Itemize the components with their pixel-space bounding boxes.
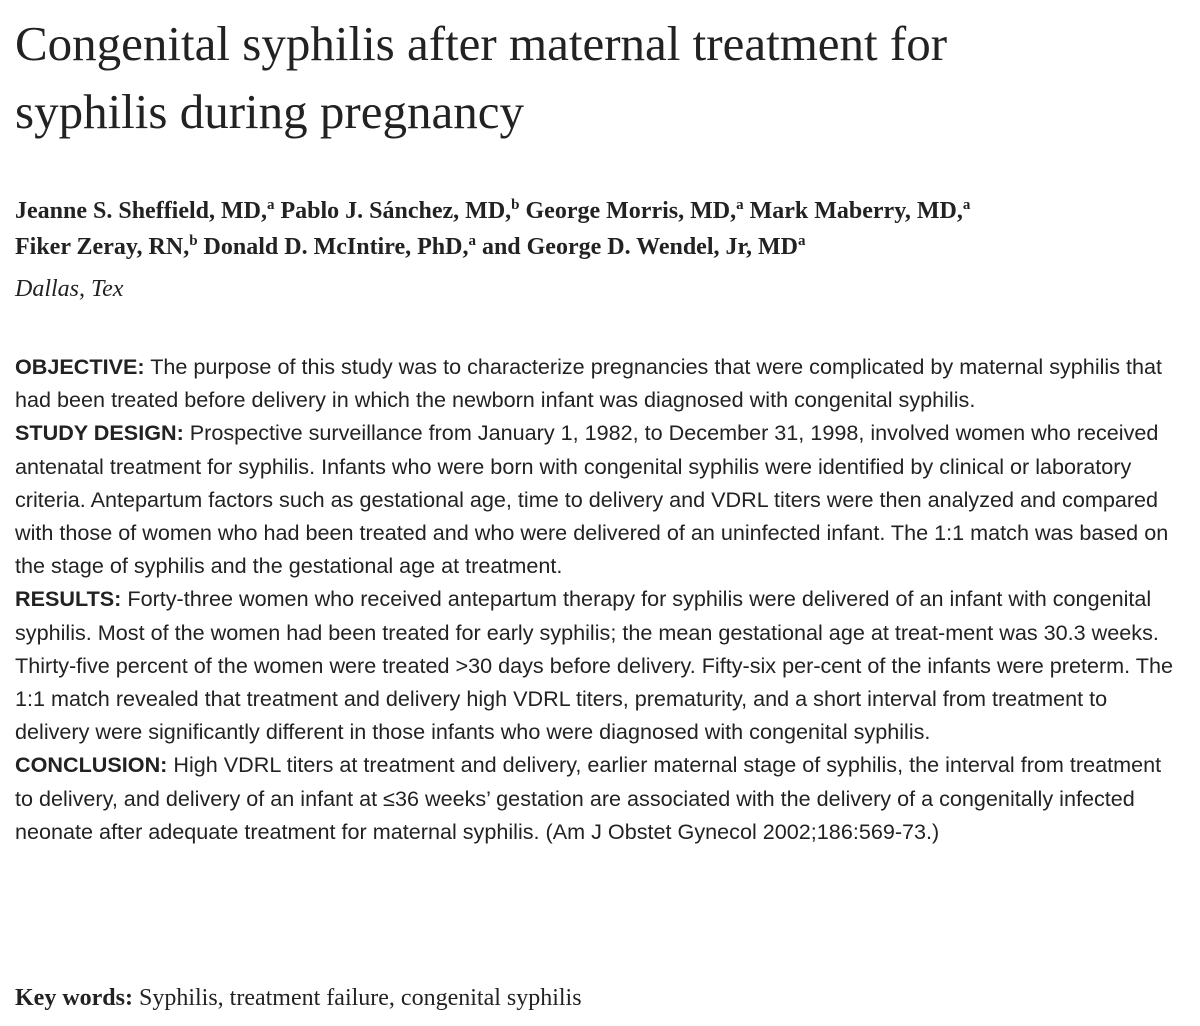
author-list	[15, 193, 1185, 265]
section-text: High VDRL titers at treatment and delivery, earlier maternal stage of syphilis, the interval from treatment to delivery, and delivery of an infant at ≤36 weeks’ gestation are associated with the delivery of a congenitally infected neonate after adequate treatment for maternal syphilis. (Am J Obstet Gynecol 2002;186:569-73.)	[15, 752, 1162, 844]
author-affiliation-mark: b	[189, 233, 198, 249]
author-affiliation-mark: a	[468, 233, 476, 249]
author-name: George Morris, MD,	[525, 198, 737, 224]
abstract-study-design	[15, 416, 1175, 582]
abstract-results	[15, 582, 1175, 748]
author-affiliation-mark: a	[797, 233, 806, 249]
author-affiliation-mark: a	[962, 197, 971, 213]
author-affiliation-mark: b	[511, 197, 520, 213]
author-affiliation-mark: a	[267, 197, 275, 213]
abstract-objective	[15, 350, 1175, 416]
article-title	[15, 10, 1185, 146]
title-line-1: Congenital syphilis after maternal treatment for	[15, 16, 948, 71]
author-name: Mark Maberry, MD,	[749, 198, 963, 224]
author-affiliation-mark: a	[736, 197, 744, 213]
abstract	[15, 350, 1175, 848]
author-name: and George D. Wendel, Jr, MD	[481, 234, 798, 260]
section-heading: CONCLUSION:	[15, 752, 168, 778]
author-name: Donald D. McIntire, PhD,	[203, 234, 469, 260]
keywords	[15, 980, 582, 1016]
section-heading: RESULTS:	[15, 586, 122, 612]
author-name: Fiker Zeray, RN,	[15, 234, 190, 260]
section-text: The purpose of this study was to characterize pregnancies that were complicated by maternal syphilis that had been treated before delivery in which the newborn infant was diagnosed with congenital syphilis.	[15, 354, 1163, 413]
section-heading: STUDY DESIGN:	[15, 420, 184, 446]
section-heading: OBJECTIVE:	[15, 354, 145, 379]
keywords-text: Syphilis, treatment failure, congenital syphilis	[138, 985, 582, 1011]
keywords-label: Key words:	[15, 985, 133, 1011]
author-name: Pablo J. Sánchez, MD,	[280, 198, 512, 224]
abstract-conclusion	[15, 748, 1175, 848]
author-location: Dallas, Tex	[15, 276, 124, 302]
title-line-2: syphilis during pregnancy	[15, 84, 524, 139]
section-text: Prospective surveillance from January 1, 1982, to December 31, 1998, involved women who received antenatal treatment for syphilis. Infants who were born with congenital syphilis were identified by clinical or laboratory criteria. Antepartum factors such as gestational age, time to delivery and VDRL titers were then analyzed and compared with those of women who had been treated and who were delivered of an uninfected infant. The 1:1 match was based on the stage of syphilis and the gestational age at treatment.	[15, 420, 1169, 579]
section-text: Forty-three women who received antepartum therapy for syphilis were delivered of an infant with congenital syphilis. Most of the women had been treated for early syphilis; the mean gestational age at treat-ment was 30.3 weeks. Thirty-five percent of the women were treated >30 days before delivery. Fifty-six per-cent of the infants were preterm. The 1:1 match revealed that treatment and delivery high VDRL titers, prematurity, and a short interval from treatment to delivery were significantly different in those infants who were diagnosed with congenital syphilis.	[15, 586, 1173, 745]
author-name: Jeanne S. Sheffield, MD,	[15, 198, 267, 224]
